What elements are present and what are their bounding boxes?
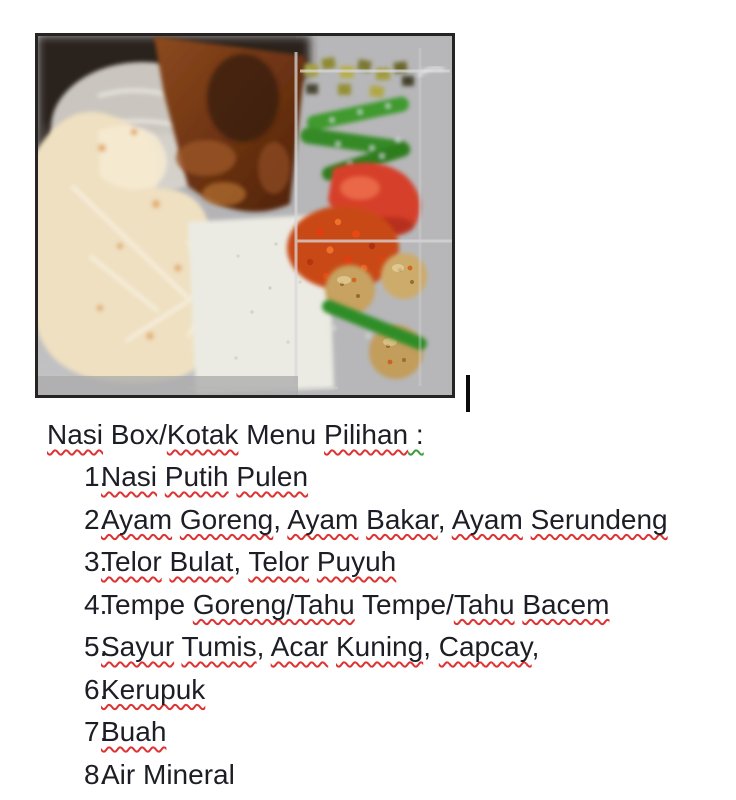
text-cursor [466, 375, 470, 412]
word: , [437, 503, 452, 535]
flagged-word: Tahu [453, 588, 515, 620]
menu-item-number: 2. [84, 503, 108, 535]
word [157, 461, 165, 492]
word: , [256, 631, 271, 662]
flagged-word: Serundeng [530, 503, 668, 535]
menu-item-text [101, 669, 205, 712]
flagged-word: Acar [270, 631, 329, 662]
menu-heading [47, 413, 424, 456]
menu-item [0, 669, 736, 712]
flagged-word: : [408, 419, 424, 450]
menu-item-text [101, 456, 308, 499]
flagged-word: Ayam [101, 503, 173, 535]
flagged-word: Putih [164, 461, 229, 492]
flagged-word: Capcay [438, 631, 532, 662]
menu-item [0, 626, 736, 669]
menu-item [0, 456, 736, 499]
word: , [423, 631, 439, 662]
menu-item [0, 584, 736, 627]
flagged-word: Kotak [166, 419, 239, 450]
flagged-word: Bacem [522, 588, 610, 620]
menu-item-number: 5. [84, 631, 108, 662]
word: Box/ [103, 419, 167, 450]
flagged-word: Sayur [101, 631, 175, 662]
menu-list [0, 456, 736, 796]
flagged-word: Tumis [181, 631, 257, 662]
menu-item-number: 3. [84, 546, 108, 577]
word [358, 504, 366, 535]
flagged-word: Goreng/Tahu [192, 588, 355, 620]
menu-item [0, 754, 736, 797]
menu-item-number: 8. [84, 758, 108, 790]
flagged-word: Kuning [336, 631, 424, 662]
menu-item [0, 711, 736, 754]
flagged-word: Kerupuk [101, 673, 206, 705]
menu-item-number: 6. [84, 673, 108, 705]
flagged-word: Goreng [179, 503, 274, 535]
word [523, 504, 531, 535]
flagged-word: Buah [101, 716, 167, 747]
word [328, 631, 336, 662]
menu-item-text [101, 754, 235, 797]
word: Tempe/ [354, 588, 454, 620]
flagged-word: Puyuh [316, 546, 397, 577]
flagged-word: Telor [101, 546, 162, 577]
menu-item-number: 7. [84, 716, 108, 747]
nasi-box-photo-canvas [38, 36, 452, 395]
menu-item-text [101, 711, 166, 754]
menu-item-text [101, 499, 668, 542]
flagged-word: Bakar [366, 503, 438, 535]
box-front-edge [38, 376, 298, 395]
word: , [273, 503, 288, 535]
flagged-word: Ayam [287, 503, 359, 535]
word: , [233, 546, 249, 577]
word: Tempe [101, 588, 193, 620]
word [309, 546, 317, 577]
flagged-word: Bulat [169, 546, 234, 577]
flagged-word: Nasi [47, 419, 104, 450]
menu-item [0, 541, 736, 584]
menu-item [0, 499, 736, 542]
menu-item-text [101, 626, 539, 669]
menu-item-text [101, 584, 609, 627]
flagged-word: Telor [248, 546, 310, 577]
flagged-word: Nasi [101, 461, 158, 492]
nasi-box-photo [35, 33, 455, 398]
flagged-word: Pilihan [324, 419, 409, 450]
menu-item-text [101, 541, 396, 584]
flagged-word: Pulen [236, 461, 309, 492]
word: Air Mineral [101, 758, 235, 790]
word: Menu [238, 419, 325, 450]
menu-item-number: 4. [84, 588, 108, 620]
flagged-word: Ayam [451, 503, 523, 535]
word: , [531, 631, 540, 662]
word [172, 504, 180, 535]
menu-item-number: 1. [84, 461, 108, 492]
